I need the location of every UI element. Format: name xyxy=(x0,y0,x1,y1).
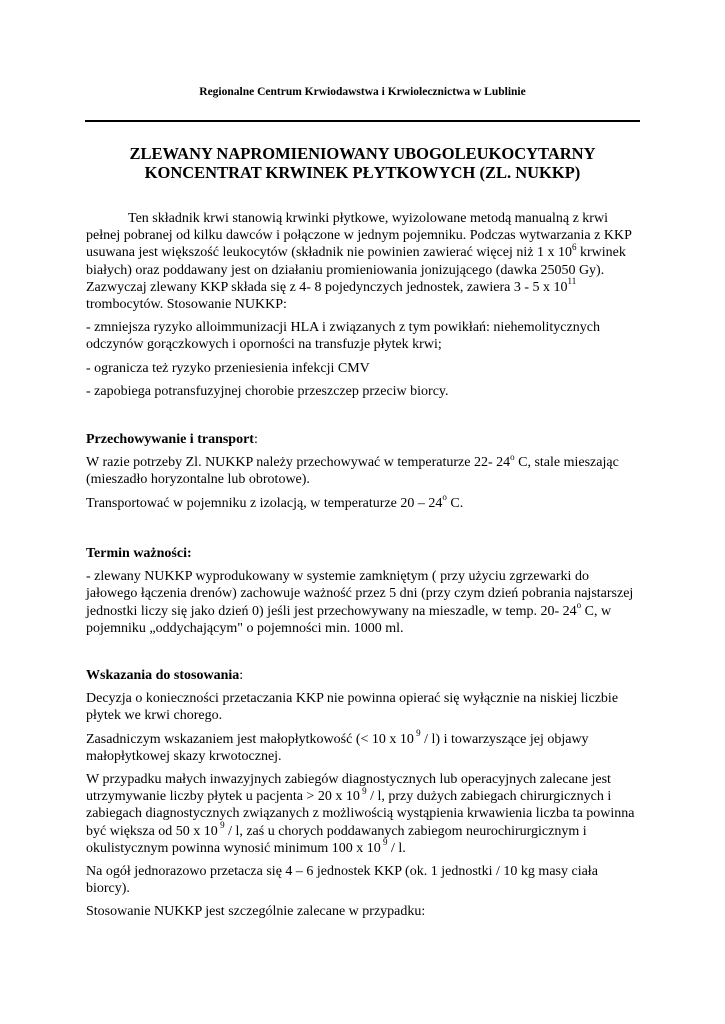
intro-bullet-1: - zmniejsza ryzyko alloimmunizacji HLA i związanych z tym powikłań: niehemolitycznych odczynów gorączkowych i oporności na transfuzje płytek krwi; xyxy=(86,320,600,353)
indications-heading: Wskazania do stosowania: xyxy=(86,668,244,683)
title-line-2: KONCENTRAT KRWINEK PŁYTKOWYCH (ZL. NUKKP) xyxy=(144,163,581,182)
indications-paragraph-2: Zasadniczym wskazaniem jest małopłytkowość (< 10 x 10 $^9$ / l) i towarzyszące jej objawy małopłytkowej skazy krwotocznej. xyxy=(86,727,589,764)
expiry-heading: Termin ważności: xyxy=(86,546,192,561)
document-title xyxy=(85,144,640,182)
intro-paragraph: Ten składnik krwi stanowią krwinki płytkowe, wyizolowane metodą manualną z krwi pełnej pobranej od kilku dawców i połączone w jednym pojemniku. Podczas wytwarzania z KKP usuwana jest większość leukocytów (składnik nie powinien zawierać więcej niż 1 x $10^6$ krwinek białych) oraz poddawany jest on działaniu promieniowania jonizującego (dawka 25050 Gy). Zazwyczaj zlewany KKP składa się z 4- 8 pojedynczych jednostek, zawiera 3 - 5 x $10^{11}$ trombocytów. Stosowanie NUKKP: xyxy=(86,211,632,313)
intro-section xyxy=(86,210,642,400)
intro-bullet-3: - zapobiega potransfuzyjnej chorobie przeszczep przeciw biorcy. xyxy=(86,383,449,399)
intro-bullet-2: - ogranicza też ryzyko przeniesienia infekcji CMV xyxy=(86,360,370,376)
institution-header: Regionalne Centrum Krwiodawstwa i Krwiolecznictwa w Lublinie xyxy=(199,86,526,98)
indications-paragraph-1: Decyzja o konieczności przetaczania KKP nie powinna opierać się wyłącznie na niskiej liczbie płytek we krwi chorego. xyxy=(86,691,619,724)
storage-section xyxy=(86,431,642,512)
expiry-paragraph: - zlewany NUKKP wyprodukowany w systemie zamkniętym ( przy użyciu zgrzewarki do jałowego łączenia drenów) zachowuje ważność przez 5 dni (przy czym dzień pobrania najstarszej jednostki liczy się jako dzień 0) jeśli jest przechowywany na mieszadle, w temp. 20- 24$^o$ C, w pojemniku „oddychającym" o pojemności min. 1000 ml. xyxy=(86,569,634,636)
storage-paragraph-1: W razie potrzeby Zl. NUKKP należy przechowywać w temperaturze 22- 24$^o$ C, stale mieszając (mieszadło horyzontalne lub obrotowe). xyxy=(86,451,619,488)
expiry-section xyxy=(86,545,642,637)
storage-heading: Przechowywanie i transport: xyxy=(86,432,258,447)
storage-paragraph-2: Transportować w pojemniku z izolacją, w temperaturze 20 – 24$^o$ C. xyxy=(86,491,464,511)
indications-paragraph-4: Na ogół jednorazowo przetacza się 4 – 6 jednostek KKP (ok. 1 jednostki / 10 kg masy ciała biorcy). xyxy=(86,864,598,897)
header-divider xyxy=(85,120,640,122)
title-line-1: ZLEWANY NAPROMIENIOWANY UBOGOLEUKOCYTARNY xyxy=(129,144,596,163)
indications-paragraph-5: Stosowanie NUKKP jest szczególnie zalecane w przypadku: xyxy=(86,904,426,920)
indications-section xyxy=(86,667,642,921)
indications-paragraph-3: W przypadku małych inwazyjnych zabiegów diagnostycznych lub operacyjnych zalecane jest utrzymywanie liczby płytek u pacjenta > 20 x 10 $^9$ / l, przy dużych zabiegach chirurgicznych i zabiegach diagnostycznych związanych z możliwością wystąpienia krwawienia liczba ta powinna być większa od 50 x 10 $^9$ / l, zaś u chorych poddawanych zabiegom neurochirurgicznym i okulistycznym powinna wynosić minimum 100 x 10 $^9$ / l. xyxy=(86,772,635,856)
